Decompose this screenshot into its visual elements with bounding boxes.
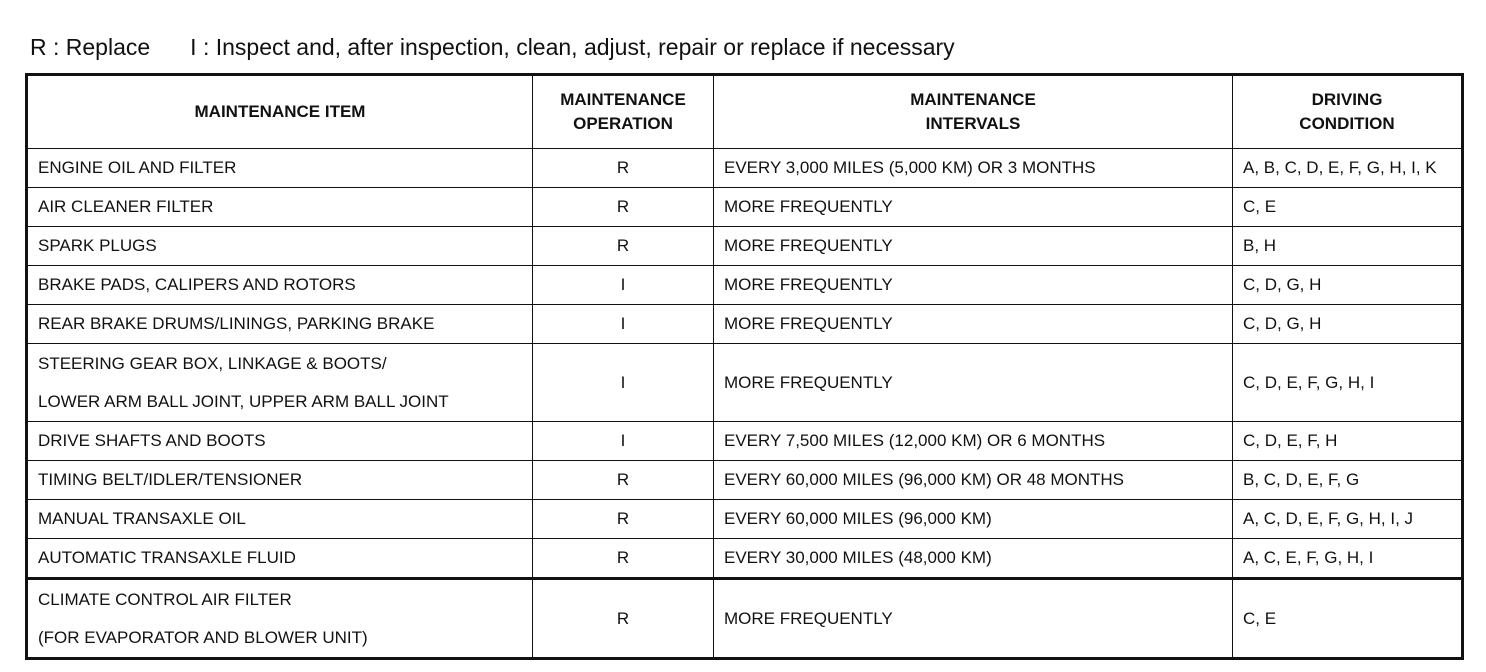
table-row: [27, 539, 1463, 579]
row-interval: MORE FREQUENTLY: [714, 344, 1233, 422]
row-item-line: STEERING GEAR BOX, LINKAGE & BOOTS/: [38, 353, 387, 373]
row-interval: MORE FREQUENTLY: [714, 579, 1233, 659]
table-row: [27, 149, 1463, 188]
row-item: BRAKE PADS, CALIPERS AND ROTORS: [27, 266, 533, 305]
table-row: [27, 266, 1463, 305]
header-maintenance-item: MAINTENANCE ITEM: [27, 75, 533, 149]
header-maintenance-intervals: MAINTENANCE INTERVALS: [714, 75, 1233, 149]
row-interval: EVERY 60,000 MILES (96,000 KM) OR 48 MONTHS: [714, 461, 1233, 500]
row-item-line: (FOR EVAPORATOR AND BLOWER UNIT): [38, 627, 368, 647]
row-operation: I: [533, 266, 714, 305]
row-condition: C, D, G, H: [1233, 305, 1463, 344]
header-row: [27, 75, 1463, 149]
row-condition: C, D, E, F, G, H, I: [1233, 344, 1463, 422]
row-condition: A, B, C, D, E, F, G, H, I, K: [1233, 149, 1463, 188]
row-item: TIMING BELT/IDLER/TENSIONER: [27, 461, 533, 500]
table-row: [27, 227, 1463, 266]
row-item-line: LOWER ARM BALL JOINT, UPPER ARM BALL JOINT: [38, 391, 449, 411]
row-interval: MORE FREQUENTLY: [714, 188, 1233, 227]
row-operation: R: [533, 500, 714, 539]
row-item: AUTOMATIC TRANSAXLE FLUID: [27, 539, 533, 579]
row-item-line: CLIMATE CONTROL AIR FILTER: [38, 589, 292, 609]
row-operation: I: [533, 344, 714, 422]
row-operation: R: [533, 149, 714, 188]
row-operation: I: [533, 305, 714, 344]
row-operation: R: [533, 227, 714, 266]
maintenance-table: [25, 73, 1464, 660]
row-item: REAR BRAKE DRUMS/LININGS, PARKING BRAKE: [27, 305, 533, 344]
row-interval: EVERY 60,000 MILES (96,000 KM): [714, 500, 1233, 539]
row-interval: EVERY 30,000 MILES (48,000 KM): [714, 539, 1233, 579]
row-operation: R: [533, 461, 714, 500]
row-item: [27, 344, 533, 422]
row-item: MANUAL TRANSAXLE OIL: [27, 500, 533, 539]
header-maintenance-operation: MAINTENANCE OPERATION: [533, 75, 714, 149]
row-operation: R: [533, 539, 714, 579]
row-condition: C, D, E, F, H: [1233, 422, 1463, 461]
legend-replace: R : Replace: [30, 34, 151, 60]
row-item: SPARK PLUGS: [27, 227, 533, 266]
row-condition: B, H: [1233, 227, 1463, 266]
row-operation: R: [533, 579, 714, 659]
table-row: [27, 344, 1463, 422]
row-condition: C, E: [1233, 579, 1463, 659]
row-condition: A, C, D, E, F, G, H, I, J: [1233, 500, 1463, 539]
row-interval: MORE FREQUENTLY: [714, 227, 1233, 266]
row-condition: A, C, E, F, G, H, I: [1233, 539, 1463, 579]
table-row: [27, 422, 1463, 461]
table-row: [27, 305, 1463, 344]
legend: [30, 34, 955, 61]
row-interval: MORE FREQUENTLY: [714, 305, 1233, 344]
row-condition: C, E: [1233, 188, 1463, 227]
table-row: [27, 579, 1463, 659]
legend-inspect: I : Inspect and, after inspection, clean, adjust, repair or replace if necessary: [190, 34, 955, 60]
row-interval: MORE FREQUENTLY: [714, 266, 1233, 305]
row-interval: EVERY 3,000 MILES (5,000 KM) OR 3 MONTHS: [714, 149, 1233, 188]
row-item: AIR CLEANER FILTER: [27, 188, 533, 227]
row-operation: I: [533, 422, 714, 461]
row-interval: EVERY 7,500 MILES (12,000 KM) OR 6 MONTHS: [714, 422, 1233, 461]
row-condition: C, D, G, H: [1233, 266, 1463, 305]
row-condition: B, C, D, E, F, G: [1233, 461, 1463, 500]
table-row: [27, 461, 1463, 500]
row-item: DRIVE SHAFTS AND BOOTS: [27, 422, 533, 461]
row-item: [27, 579, 533, 659]
row-item: ENGINE OIL AND FILTER: [27, 149, 533, 188]
table-row: [27, 188, 1463, 227]
table-row: [27, 500, 1463, 539]
row-operation: R: [533, 188, 714, 227]
header-driving-condition: DRIVING CONDITION: [1233, 75, 1463, 149]
